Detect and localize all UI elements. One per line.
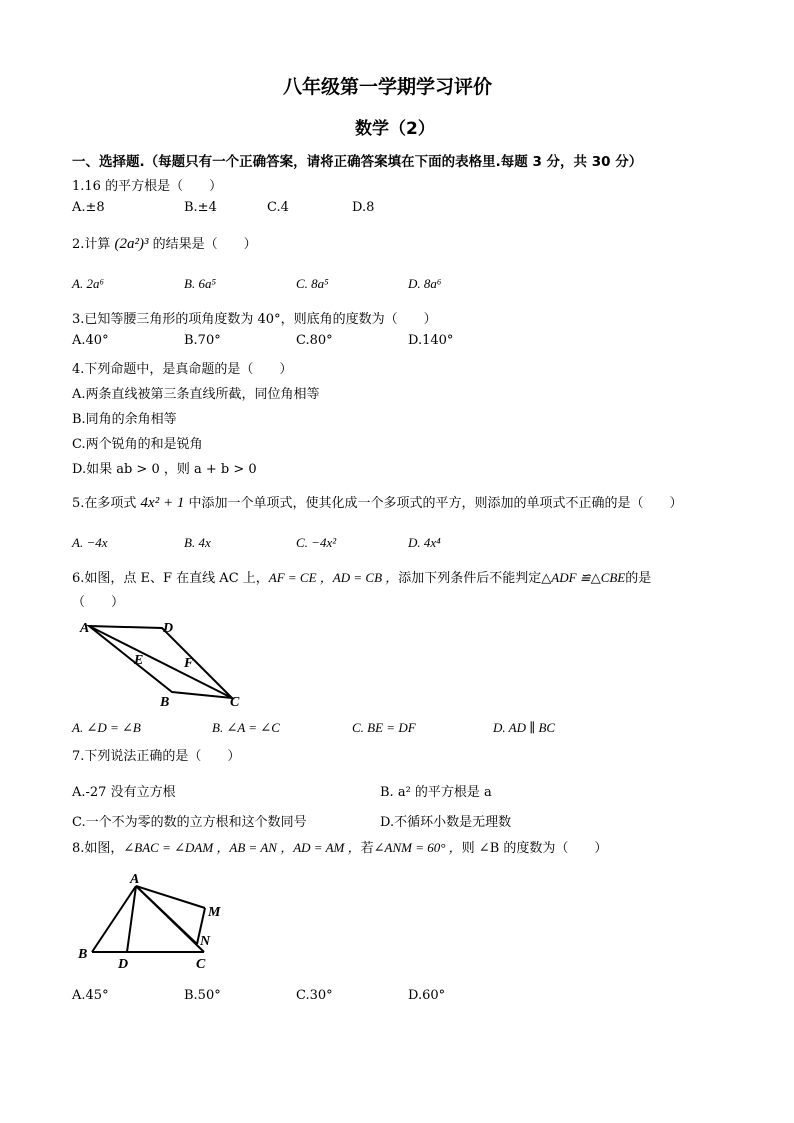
question-8-option-b: B.50°: [184, 988, 221, 1003]
question-8-stem-end: 则 ∠B 的度数为（ ）: [461, 841, 608, 856]
question-6-stem-line2: （ ）: [72, 595, 125, 610]
question-8-stem: [72, 837, 607, 856]
question-2-stem: [72, 233, 257, 253]
question-3-option-d: D.140°: [408, 333, 454, 348]
question-8-conditions: ∠BAC = ∠DAM ，AB = AN ，AD = AM ，: [123, 840, 361, 855]
question-2-expression: (2a²)³: [114, 236, 149, 252]
question-7-option-c: C.一个不为零的数的立方根和这个数同号: [72, 815, 307, 830]
question-6-stem-end: 的是: [625, 571, 652, 586]
question-5-stem-pre: 5.在多项式: [72, 496, 137, 511]
question-4-option-d: D.如果 ab > 0 ，则 a + b > 0: [72, 462, 257, 477]
question-8-option-d: D.60°: [408, 988, 446, 1003]
figure8-label-n: N: [200, 934, 211, 949]
figure6-label-a: A: [80, 621, 90, 636]
question-1-stem: 1.16 的平方根是（ ）: [72, 179, 223, 194]
question-6-conditions: AF = CE ，AD = CB ，: [268, 570, 399, 585]
question-2-stem-pre: 2.计算: [72, 237, 111, 252]
figure6-label-e: E: [134, 653, 144, 668]
figure8-label-b: B: [78, 947, 88, 962]
question-2-option-c: C. 8a⁵: [296, 276, 329, 291]
section-heading: 一、选择题.（每题只有一个正确答案，请将正确答案填在下面的表格里.每题 3 分，共 30 分）: [72, 154, 643, 170]
question-5-stem-post: 中添加一个单项式，使其化成一个多项式的平方，则添加的单项式不正确的是（ ）: [188, 496, 683, 511]
question-5-option-d: D. 4x⁴: [408, 535, 441, 550]
question-3-option-c: C.80°: [296, 333, 333, 348]
question-6-option-c: C. BE = DF: [352, 720, 416, 735]
question-6-stem: [72, 567, 651, 586]
question-3-stem: 3.已知等腰三角形的项角度数为 40°，则底角的度数为（ ）: [72, 312, 437, 327]
figure6-label-c: C: [230, 695, 240, 710]
question-6-stem-post: 添加下列条件后不能判定: [398, 571, 542, 586]
figure6-label-f: F: [184, 656, 194, 671]
question-4-option-c: C.两个锐角的和是锐角: [72, 437, 203, 452]
question-6-option-a: A. ∠D = ∠B: [72, 720, 141, 735]
figure8-label-m: M: [208, 905, 221, 920]
page-title: 八年级第一学期学习评价: [283, 76, 493, 98]
question-2-option-d: D. 8a⁶: [408, 276, 442, 291]
question-8-figure: [72, 868, 242, 973]
question-6-option-d: D. AD ∥ BC: [493, 720, 556, 735]
question-5-stem: [72, 492, 682, 512]
question-3-option-b: B.70°: [184, 333, 221, 348]
question-6-stem-pre: 6.如图，点 E、F 在直线 AC 上，: [72, 571, 269, 586]
line-ac: [89, 626, 232, 698]
question-5-option-c: C. −4x²: [296, 535, 337, 550]
question-8-angle: ∠ANM = 60° ，: [373, 840, 462, 855]
question-6-figure: [72, 612, 272, 712]
question-8-option-c: C.30°: [296, 988, 333, 1003]
figure8-label-a: A: [130, 872, 140, 887]
question-1-option-d: D.8: [352, 200, 375, 215]
question-8-stem-pre: 8.如图，: [72, 841, 124, 856]
question-2-option-b: B. 6a⁵: [184, 276, 216, 291]
question-3-option-a: A.40°: [72, 333, 109, 348]
question-4-stem: 4.下列命题中，是真命题的是（ ）: [72, 362, 293, 377]
question-8-stem-post: 若: [360, 841, 374, 856]
question-4-option-b: B.同角的余角相等: [72, 412, 177, 427]
question-1-option-b: B.±4: [184, 200, 217, 215]
question-1-option-c: C.4: [267, 200, 289, 215]
question-5-option-b: B. 4x: [184, 535, 211, 550]
question-4-option-a: A.两条直线被第三条直线所截，同位角相等: [72, 387, 320, 402]
question-7-stem: 7.下列说法正确的是（ ）: [72, 749, 241, 764]
question-7-option-a: A.-27 没有立方根: [72, 785, 176, 800]
question-8-option-a: A.45°: [72, 988, 109, 1003]
question-5-expression: 4x² + 1: [140, 495, 185, 511]
question-2-stem-post: 的结果是（ ）: [152, 237, 257, 252]
question-6-congruence: △ADF ≌△CBE: [541, 570, 626, 585]
figure6-label-d: D: [163, 621, 174, 636]
question-1-option-a: A.±8: [72, 200, 105, 215]
figure8-label-d: D: [118, 957, 129, 972]
question-7-option-d: D.不循环小数是无理数: [380, 815, 512, 830]
figure6-label-b: B: [160, 695, 170, 710]
question-2-option-a: A. 2a⁶: [72, 276, 104, 291]
question-5-option-a: A. −4x: [72, 535, 108, 550]
question-6-option-b: B. ∠A = ∠C: [212, 720, 280, 735]
question-7-option-b: B. a² 的平方根是 a: [380, 785, 492, 800]
subject-title: 数学（2）: [355, 119, 435, 139]
figure8-label-c: C: [196, 957, 206, 972]
line-ab: [92, 886, 136, 952]
